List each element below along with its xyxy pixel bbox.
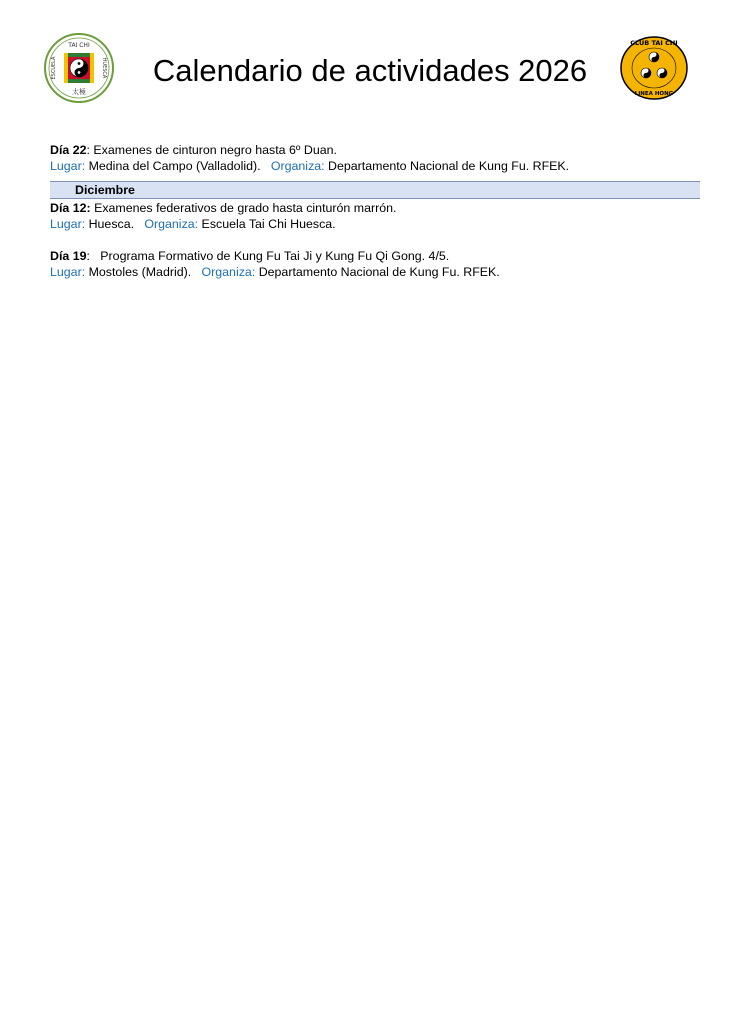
left-logo-bottom-text: 太極 <box>72 88 86 96</box>
organizer-value: Escuela Tai Chi Huesca. <box>198 217 336 231</box>
event-day-description: : Examenes de cinturon negro hasta 6º Duan. <box>86 143 337 157</box>
event-day-label: Día 12: <box>50 201 91 215</box>
right-logo-bottom-text: LINEA HONG <box>634 91 674 97</box>
organizer-value: Departamento Nacional de Kung Fu. RFEK. <box>324 159 570 173</box>
left-logo-right-text: HUESCA <box>101 57 107 79</box>
yin-yang-icon <box>649 52 659 62</box>
yin-yang-icon <box>657 68 667 78</box>
event-day-line <box>50 142 700 158</box>
right-logo-top-text: CLUB TAI CHI <box>630 39 678 47</box>
event-day-line <box>50 248 700 264</box>
place-value: Medina del Campo (Valladolid). <box>85 159 271 173</box>
event-place-line <box>50 216 700 232</box>
event-day-description: Examenes federativos de grado hasta cinturón marrón. <box>90 201 397 215</box>
organizer-label: Organiza: <box>201 265 256 279</box>
yin-yang-icon <box>641 68 651 78</box>
escuela-tai-chi-huesca-logo <box>43 32 115 104</box>
organizer-label: Organiza: <box>144 217 199 231</box>
place-value: Mostoles (Madrid). <box>85 265 202 279</box>
event-place-line <box>50 264 700 280</box>
spacer <box>50 232 700 248</box>
events-list <box>50 142 700 280</box>
left-logo-top-text: TAI CHI <box>68 42 90 49</box>
event-place-line <box>50 158 700 174</box>
place-label: Lugar: <box>50 217 86 231</box>
place-value: Huesca. <box>85 217 145 231</box>
page-header <box>0 0 742 110</box>
event-day-line <box>50 200 700 216</box>
organizer-value: Departamento Nacional de Kung Fu. RFEK. <box>255 265 500 279</box>
event-day-label: Día 19 <box>50 249 87 263</box>
place-label: Lugar: <box>50 159 86 173</box>
left-logo-left-text: ESCUELA <box>51 56 57 80</box>
event-day-description: : Programa Formativo de Kung Fu Tai Ji y Kung Fu Qi Gong. 4/5. <box>86 249 450 263</box>
page-title: Calendario de actividades 2026 <box>152 53 588 88</box>
place-label: Lugar: <box>50 265 86 279</box>
organizer-label: Organiza: <box>270 159 325 173</box>
club-tai-chi-linea-hong-logo <box>619 35 689 101</box>
month-header: Diciembre <box>50 181 700 199</box>
event-day-label: Día 22 <box>50 143 87 157</box>
